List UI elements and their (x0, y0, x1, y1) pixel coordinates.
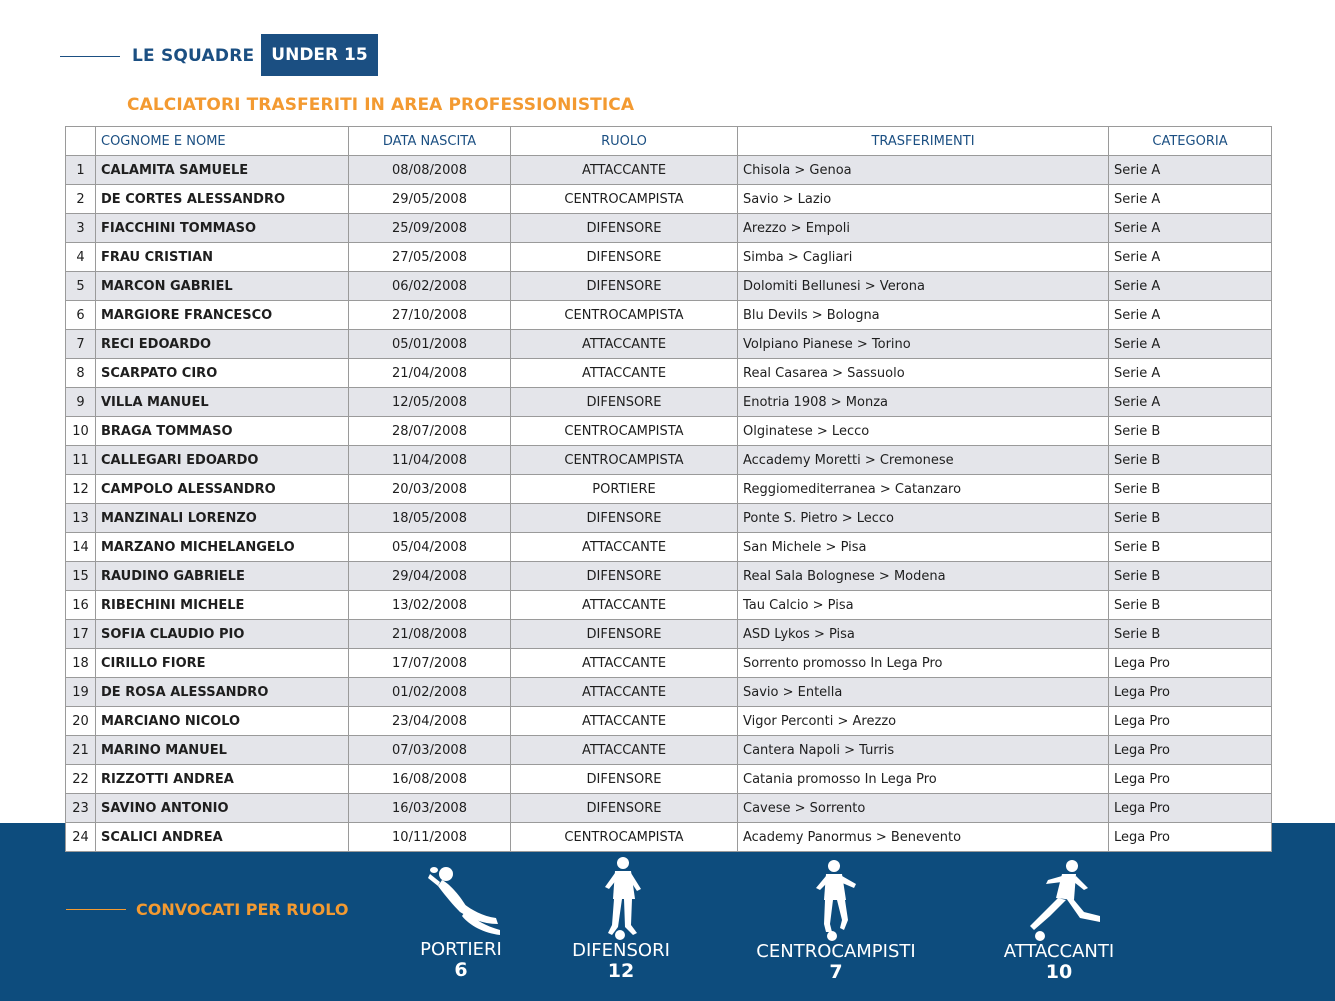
transfer: Simba > Cagliari (738, 243, 1109, 272)
transfer: Real Casarea > Sassuolo (738, 359, 1109, 388)
birth-date: 13/02/2008 (349, 591, 511, 620)
role-goalkeepers (401, 860, 521, 980)
table-row (66, 185, 1272, 214)
player-role: DIFENSORE (511, 765, 738, 794)
player-role: ATTACCANTE (511, 707, 738, 736)
player-name: MARZANO MICHELANGELO (96, 533, 349, 562)
table-row (66, 533, 1272, 562)
player-role: ATTACCANTE (511, 330, 738, 359)
player-role: PORTIERE (511, 475, 738, 504)
role-count: 6 (454, 959, 468, 981)
transfer: Sorrento promosso In Lega Pro (738, 649, 1109, 678)
player-name: CAMPOLO ALESSANDRO (96, 475, 349, 504)
table-row (66, 736, 1272, 765)
category: Serie A (1109, 388, 1272, 417)
defender-icon (591, 855, 651, 941)
transfer: Academy Panormus > Benevento (738, 823, 1109, 852)
birth-date: 29/05/2008 (349, 185, 511, 214)
player-role: DIFENSORE (511, 504, 738, 533)
category: Lega Pro (1109, 736, 1272, 765)
role-strikers (993, 858, 1125, 982)
table-row (66, 272, 1272, 301)
transfer: Enotria 1908 > Monza (738, 388, 1109, 417)
player-role: DIFENSORE (511, 794, 738, 823)
category: Lega Pro (1109, 765, 1272, 794)
transfer: Cantera Napoli > Turris (738, 736, 1109, 765)
row-number: 18 (66, 649, 96, 678)
category: Serie B (1109, 417, 1272, 446)
birth-date: 06/02/2008 (349, 272, 511, 301)
striker-icon (1014, 858, 1104, 942)
table-row (66, 678, 1272, 707)
header-category: CATEGORIA (1109, 127, 1272, 156)
player-name: MARCON GABRIEL (96, 272, 349, 301)
row-number: 12 (66, 475, 96, 504)
player-role: CENTROCAMPISTA (511, 185, 738, 214)
category: Serie A (1109, 272, 1272, 301)
player-role: ATTACCANTE (511, 736, 738, 765)
role-midfielders (745, 858, 927, 982)
player-role: CENTROCAMPISTA (511, 446, 738, 475)
player-name: SOFIA CLAUDIO PIO (96, 620, 349, 649)
row-number: 1 (66, 156, 96, 185)
player-role: ATTACCANTE (511, 678, 738, 707)
row-number: 5 (66, 272, 96, 301)
transfer: ASD Lykos > Pisa (738, 620, 1109, 649)
birth-date: 23/04/2008 (349, 707, 511, 736)
birth-date: 05/01/2008 (349, 330, 511, 359)
player-role: DIFENSORE (511, 214, 738, 243)
header-number (66, 127, 96, 156)
row-number: 11 (66, 446, 96, 475)
table-row (66, 649, 1272, 678)
category: Serie A (1109, 359, 1272, 388)
player-name: MANZINALI LORENZO (96, 504, 349, 533)
birth-date: 20/03/2008 (349, 475, 511, 504)
player-name: RAUDINO GABRIELE (96, 562, 349, 591)
goalkeeper-icon (416, 860, 506, 940)
category: Serie A (1109, 243, 1272, 272)
player-name: MARCIANO NICOLO (96, 707, 349, 736)
player-name: FRAU CRISTIAN (96, 243, 349, 272)
player-name: FIACCHINI TOMMASO (96, 214, 349, 243)
player-role: ATTACCANTE (511, 533, 738, 562)
role-count: 12 (607, 960, 635, 982)
birth-date: 11/04/2008 (349, 446, 511, 475)
table-row (66, 475, 1272, 504)
birth-date: 08/08/2008 (349, 156, 511, 185)
row-number: 2 (66, 185, 96, 214)
row-number: 14 (66, 533, 96, 562)
player-role: DIFENSORE (511, 620, 738, 649)
player-role: CENTROCAMPISTA (511, 417, 738, 446)
player-role: ATTACCANTE (511, 359, 738, 388)
birth-date: 27/05/2008 (349, 243, 511, 272)
birth-date: 18/05/2008 (349, 504, 511, 533)
birth-date: 16/08/2008 (349, 765, 511, 794)
role-label: PORTIERI (420, 939, 502, 960)
player-role: ATTACCANTE (511, 156, 738, 185)
birth-date: 07/03/2008 (349, 736, 511, 765)
player-role: ATTACCANTE (511, 649, 738, 678)
row-number: 17 (66, 620, 96, 649)
row-number: 4 (66, 243, 96, 272)
player-name: SAVINO ANTONIO (96, 794, 349, 823)
header-name: COGNOME E NOME (96, 127, 349, 156)
transfer: Catania promosso In Lega Pro (738, 765, 1109, 794)
category: Serie B (1109, 620, 1272, 649)
table-row (66, 707, 1272, 736)
category: Lega Pro (1109, 707, 1272, 736)
page-subtitle: CALCIATORI TRASFERITI IN AREA PROFESSIONISTICA (127, 95, 635, 115)
player-name: MARGIORE FRANCESCO (96, 301, 349, 330)
category: Lega Pro (1109, 649, 1272, 678)
transfer: Accademy Moretti > Cremonese (738, 446, 1109, 475)
transfer: Arezzo > Empoli (738, 214, 1109, 243)
table-row (66, 243, 1272, 272)
player-role: CENTROCAMPISTA (511, 301, 738, 330)
transfer: Chisola > Genoa (738, 156, 1109, 185)
row-number: 6 (66, 301, 96, 330)
header-rule (60, 56, 120, 57)
row-number: 3 (66, 214, 96, 243)
row-number: 7 (66, 330, 96, 359)
role-label: DIFENSORI (572, 940, 670, 961)
player-name: RIBECHINI MICHELE (96, 591, 349, 620)
category: Serie B (1109, 446, 1272, 475)
role-count: 10 (1045, 961, 1073, 983)
birth-date: 16/03/2008 (349, 794, 511, 823)
table-row (66, 765, 1272, 794)
player-role: ATTACCANTE (511, 591, 738, 620)
table-row (66, 794, 1272, 823)
category: Serie B (1109, 504, 1272, 533)
transfer: Cavese > Sorrento (738, 794, 1109, 823)
category: Serie B (1109, 591, 1272, 620)
transfer: Real Sala Bolognese > Modena (738, 562, 1109, 591)
player-name: RIZZOTTI ANDREA (96, 765, 349, 794)
row-number: 23 (66, 794, 96, 823)
role-label: ATTACCANTI (1003, 941, 1115, 962)
row-number: 9 (66, 388, 96, 417)
role-label: CENTROCAMPISTI (756, 941, 916, 962)
role-defenders (560, 855, 682, 981)
player-role: DIFENSORE (511, 388, 738, 417)
category: Serie A (1109, 185, 1272, 214)
transfer: Tau Calcio > Pisa (738, 591, 1109, 620)
birth-date: 21/08/2008 (349, 620, 511, 649)
category-badge: UNDER 15 (261, 34, 378, 76)
birth-date: 01/02/2008 (349, 678, 511, 707)
transfer: Volpiano Pianese > Torino (738, 330, 1109, 359)
category: Serie B (1109, 475, 1272, 504)
table-row (66, 620, 1272, 649)
row-number: 20 (66, 707, 96, 736)
player-name: CALAMITA SAMUELE (96, 156, 349, 185)
transfer: Ponte S. Pietro > Lecco (738, 504, 1109, 533)
birth-date: 10/11/2008 (349, 823, 511, 852)
row-number: 13 (66, 504, 96, 533)
player-name: RECI EDOARDO (96, 330, 349, 359)
table-row (66, 823, 1272, 852)
header-role: RUOLO (511, 127, 738, 156)
row-number: 21 (66, 736, 96, 765)
transfer: Dolomiti Bellunesi > Verona (738, 272, 1109, 301)
table-row (66, 330, 1272, 359)
birth-date: 28/07/2008 (349, 417, 511, 446)
convocati-rule (66, 909, 126, 910)
convocati-title: CONVOCATI PER RUOLO (136, 900, 349, 919)
player-name: BRAGA TOMMASO (96, 417, 349, 446)
player-name: MARINO MANUEL (96, 736, 349, 765)
player-name: DE ROSA ALESSANDRO (96, 678, 349, 707)
transfer: San Michele > Pisa (738, 533, 1109, 562)
player-name: SCARPATO CIRO (96, 359, 349, 388)
transfer: Vigor Perconti > Arezzo (738, 707, 1109, 736)
table-row (66, 388, 1272, 417)
transfer: Blu Devils > Bologna (738, 301, 1109, 330)
table-row (66, 446, 1272, 475)
category: Lega Pro (1109, 823, 1272, 852)
birth-date: 27/10/2008 (349, 301, 511, 330)
players-table (65, 126, 1272, 852)
table-row (66, 504, 1272, 533)
birth-date: 25/09/2008 (349, 214, 511, 243)
row-number: 8 (66, 359, 96, 388)
category: Lega Pro (1109, 794, 1272, 823)
section-title: LE SQUADRE (132, 46, 255, 66)
category: Serie A (1109, 330, 1272, 359)
table-row (66, 301, 1272, 330)
table-header-row (66, 127, 1272, 156)
category: Lega Pro (1109, 678, 1272, 707)
table-row (66, 214, 1272, 243)
player-role: DIFENSORE (511, 562, 738, 591)
role-count: 7 (829, 961, 843, 983)
player-name: CALLEGARI EDOARDO (96, 446, 349, 475)
player-name: CIRILLO FIORE (96, 649, 349, 678)
row-number: 16 (66, 591, 96, 620)
row-number: 10 (66, 417, 96, 446)
table-row (66, 591, 1272, 620)
transfer: Olginatese > Lecco (738, 417, 1109, 446)
birth-date: 21/04/2008 (349, 359, 511, 388)
birth-date: 29/04/2008 (349, 562, 511, 591)
category: Serie A (1109, 214, 1272, 243)
player-name: DE CORTES ALESSANDRO (96, 185, 349, 214)
table-row (66, 417, 1272, 446)
table-row (66, 156, 1272, 185)
row-number: 15 (66, 562, 96, 591)
midfielder-icon (806, 858, 866, 942)
player-name: SCALICI ANDREA (96, 823, 349, 852)
player-name: VILLA MANUEL (96, 388, 349, 417)
table-row (66, 562, 1272, 591)
birth-date: 17/07/2008 (349, 649, 511, 678)
player-role: CENTROCAMPISTA (511, 823, 738, 852)
table-row (66, 359, 1272, 388)
row-number: 24 (66, 823, 96, 852)
category: Serie A (1109, 301, 1272, 330)
transfer: Savio > Entella (738, 678, 1109, 707)
category: Serie B (1109, 533, 1272, 562)
transfer: Reggiomediterranea > Catanzaro (738, 475, 1109, 504)
player-role: DIFENSORE (511, 243, 738, 272)
row-number: 22 (66, 765, 96, 794)
row-number: 19 (66, 678, 96, 707)
header-birthdate: DATA NASCITA (349, 127, 511, 156)
birth-date: 12/05/2008 (349, 388, 511, 417)
category: Serie A (1109, 156, 1272, 185)
category: Serie B (1109, 562, 1272, 591)
header-transfers: TRASFERIMENTI (738, 127, 1109, 156)
birth-date: 05/04/2008 (349, 533, 511, 562)
transfer: Savio > Lazio (738, 185, 1109, 214)
player-role: DIFENSORE (511, 272, 738, 301)
